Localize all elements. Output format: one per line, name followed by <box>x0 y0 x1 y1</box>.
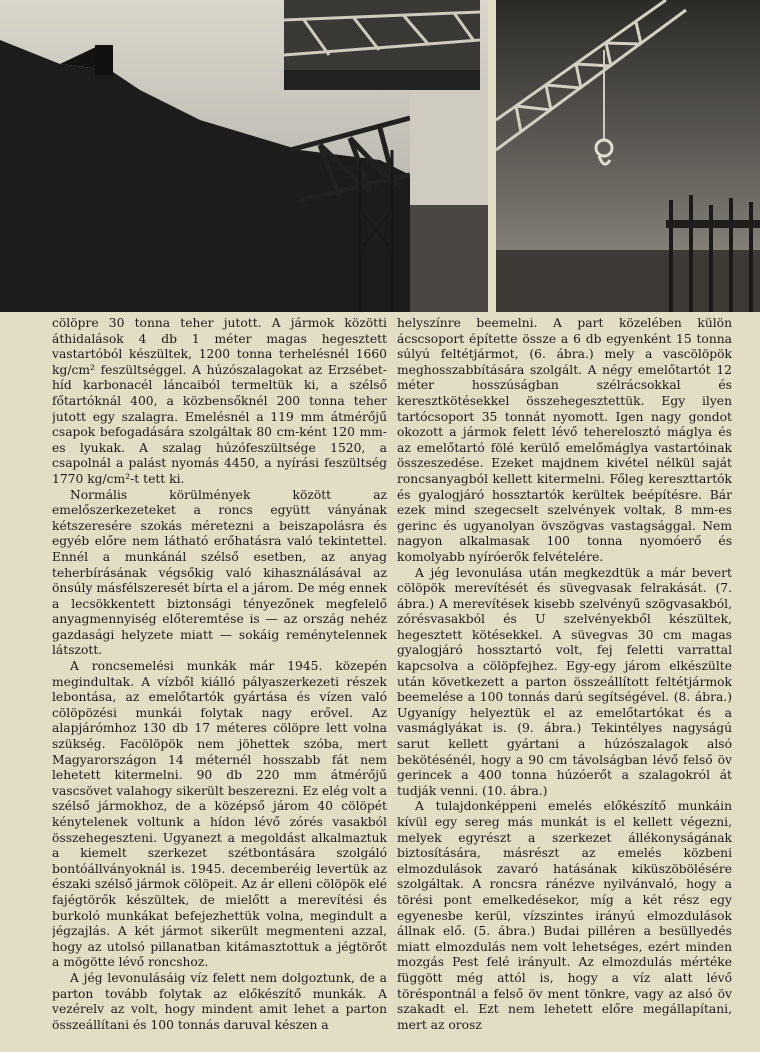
text-column-left <box>52 316 387 1052</box>
article-body <box>52 316 742 1052</box>
paragraph: Normális körülmények között az emelőszerkezeteket a roncs együtt ványának kétszeresére szokás méretezni a beiszapolásra és egyéb előre nem látható erőhatásra való tekintettel. Ennél a munkánál szélső esetben, az anyag teherbírásának végsőkig való kihasználásával az önsúly másfélszeresét bírta el a járom. De még ennek a lecsökkentett biztonsági tényezőnek megfelelő anyagmennyiség előteremtése is — az ország nehéz gazdasági helyzete miatt — sokáig reménytelennek látszott. <box>52 487 387 658</box>
paragraph: cölöpre 30 tonna teher jutott. A jármok közötti áthidalások 4 db 1 méter magas hegesztett vastartóból készültek, 1200 tonna terhelésnél 1660 kg/cm² feszültséggel. A húzószalagokat az Erzsébet-híd karbonacél láncaiból termeltük ki, a szélső főtartóknál 400, a közbensőknél 200 tonna teher jutott egy szalagra. Emelésnél a 119 mm átmérőjű csapok befogadására szolgáltak 80 cm-ként 120 mm-es lyukak. A szalag húzófeszültsége 1520, a csapolnál a palást nyomás 4450, a nyírási feszültség 1770 kg/cm²-t tett ki. <box>52 316 387 486</box>
photo-strip <box>0 0 760 312</box>
paragraph: A jég levonulása után megkezdtük a már bevert cölöpök merevítését és süvegvasak felrakását. (7. ábra.) A merevítések kisebb szelvényű szögvasakból, zórésvasakból és U szelvényekből készültek, hegesztett kötésekkel. A süvegvas 30 cm magas gyalogjáró hossztartó volt, fej feletti varrattal kapcsolva a cölöpfejhez. Egy-egy járom elkészülte után következett a parton összeállított feltétjármok beemelése a 100 tonnás darú segítségével. (8. ábra.) Ugyanígy helyeztük el az emelőtartókat és a vasmáglyákat is. (9. ábra.) Tekintélyes nagyságú sarut kellett gyártani a húzószalagok alsó bekötésénél, hogy a 90 cm távolságban lévő felső öv gerincek a 400 tonna húzóerőt a szalagokról át tudják venni. (10. ábra.) <box>397 565 732 798</box>
paragraph: A jég levonulásáig víz felett nem dolgoztunk, de a parton tovább folytak az előkészítő munkák. A vezérelv az volt, hogy mindent amit lehet a parton összeállítani és 100 tonnás daruval készen a <box>52 970 387 1032</box>
paragraph: helyszínre beemelni. A part közelében külön ácscsoport építette össze a 6 db egyenként 15 tonna súlyú feltétjármot, (6. ábra.) mely a vascölöpök meghosszabbítására szolgált. A négy emelőtartót 12 méter hosszúságban szélrácsokkal és keresztkötésekkel összehegesztettük. Egy ilyen tartócsoport 35 tonnát nyomott. Igen nagy gondot okozott a jármok felett lévő teherelosztó máglya és az emelőtartó fölé kerülő emelőmáglya vastartóinak összeszedése. Ezeket majdnem kivétel nélkül saját roncsanyagból kellett kitermelni. Főleg kereszttartók és gyalogjáró hossztartók kerültek beépítésre. Bár ezek mind szegecselt szelvények voltak, 8 mm-es gerinc és ugyanolyan övszögvas vastagsággal. Nem nagyon alkalmasak 100 tonna nyomóerő és komolyabb nyíróerők felvételére. <box>397 316 732 564</box>
crane-photo <box>496 0 760 312</box>
paragraph: A tulajdonképpeni emelés előkészítő munkáin kívül egy sereg más munkát is el kellett végezni, melyek egyrészt a szerkezet állékonyságának biztosítására, másrészt az emelés közbeni elmozdulások zavaró hatásának kiküszöbölésére szolgáltak. A roncsra ránézve nyilvánvaló, hogy a törési pont emelkedésekor, míg a két rész egy egyenesbe kerül, vízszintes irányú elmozdulások állnak elő. (5. ábra.) Budai pilléren a besüllyedés miatt elmozdulás nem volt lehetséges, ezért minden mozgás Pest felé irányult. Az elmozdulás mértéke függött még attól is, hogy a víz alatt lévő töréspontnál a felső öv ment tönkre, vagy az alsó öv szakadt el. Ezt nem lehetett előre megállapítani, mert az orosz <box>397 799 732 1032</box>
construction-detail-photo <box>284 0 480 90</box>
paragraph: A roncsemelési munkák már 1945. közepén megindultak. A vízből kiálló pályaszerkezeti részek lebontása, az emelőtartók gyártása és vízen való cölöpözési munkái folytak nagy erővel. Az alapjárómhoz 130 db 17 méteres cölöpre lett volna szükség. Facölöpök nem jöhettek szóba, mert Magyarországon 14 méternél hosszabb fát nem lehetett kitermelni. 90 db 220 mm átmérőjű vascsövet valahogy sikerült beszerezni. Ez elég volt a szélső jármokhoz, de a középső járom 40 cölöpét kénytelenek voltunk a hídon lévő zórés vasakból összehegeszteni. Ugyanezt a megoldást alkalmaztuk a kiemelt szerkezet szétbontására szolgáló bontóállványoknál is. 1945. decemberéig levertük az északi szélső jármok cölöpeit. Az ár elleni cölöpök elé fajégtörők készültek, de mielőtt a merevítési és burkoló munkákat befejezhettük volna, megindult a jégzajlás. A két jármot sikerült megmenteni azzal, hogy az utolsó pillanatban kitámasztottuk a jégtörőt a mögötte lévő roncshoz. <box>52 659 387 970</box>
text-column-right <box>397 316 732 1052</box>
